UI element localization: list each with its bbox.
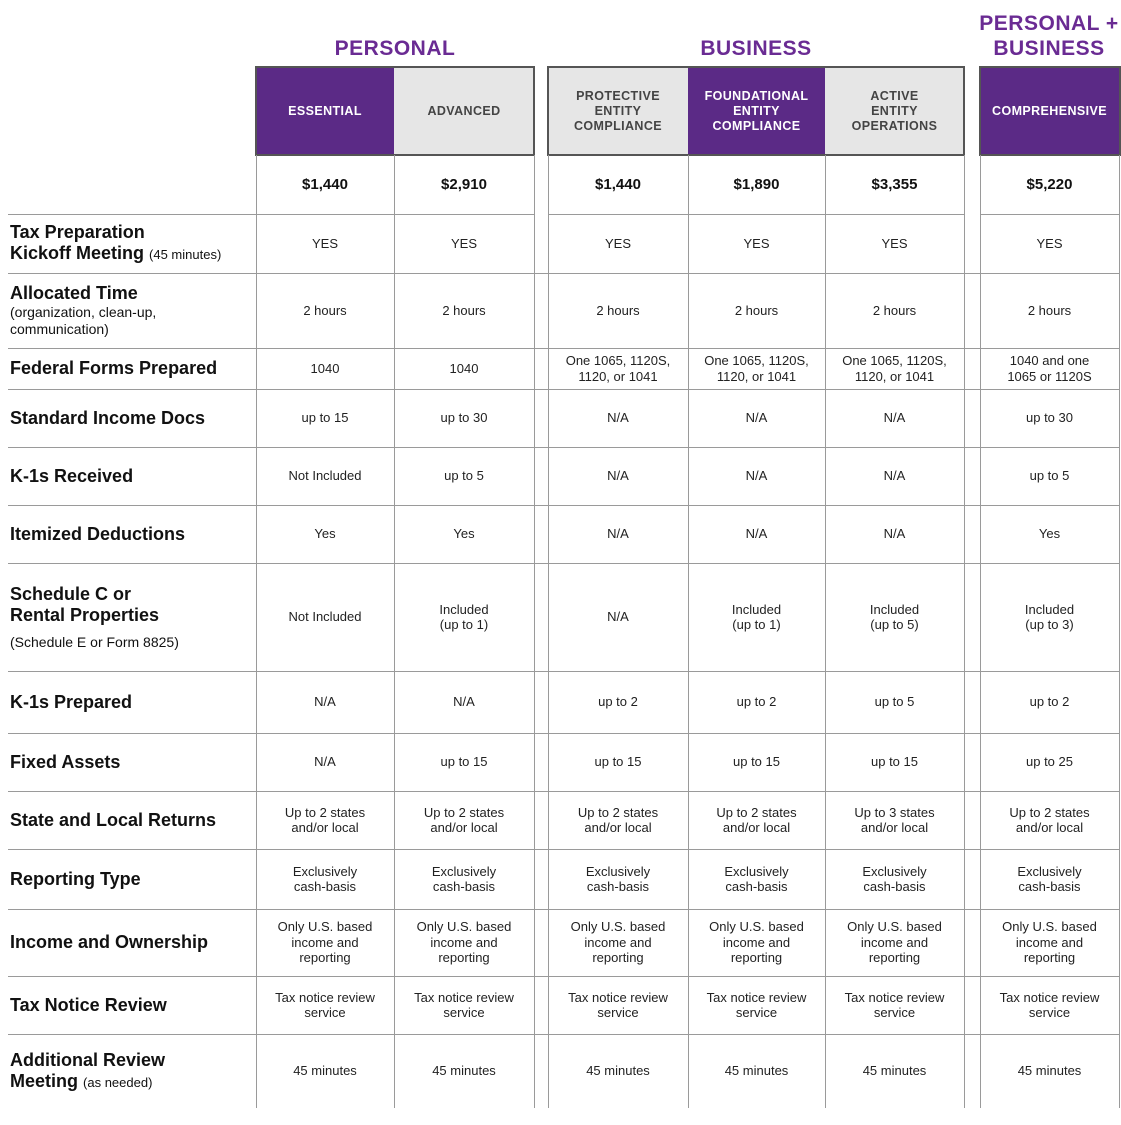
row-label-text: Tax Notice Review [10,994,167,1015]
table-cell: Up to 3 states and/or local [854,804,935,835]
table-cell: 45 minutes [432,1063,496,1079]
row-label-text: Standard Income Docs [10,407,206,428]
plan-price-5: $5,220 [1026,176,1073,193]
table-cell: 2 hours [442,302,486,318]
table-cell: N/A [607,410,629,426]
row-label-text: Tax Preparation [10,222,145,242]
row-label-5 [0,505,252,563]
table-cell: Tax notice review service [999,989,1100,1020]
table-cell: Exclusively cash-basis [862,863,927,894]
row-label-text-2 [10,1071,252,1093]
table-cell: Up to 2 states and/or local [716,804,797,835]
table-cell: up to 2 [1029,694,1070,710]
plan-header-3: FOUNDATIONAL ENTITY COMPLIANCE [688,67,825,155]
table-cell: Exclusively cash-basis [724,863,789,894]
plan-price-1: $2,910 [441,176,487,193]
table-cell: N/A [883,526,906,542]
table-cell: 2 hours [596,302,640,318]
row-divider [8,976,1119,977]
table-cell: Only U.S. based income and reporting [847,919,942,966]
row-divider [8,348,1119,349]
row-label-text: Additional Review [10,1049,166,1070]
table-cell: One 1065, 1120S, 1120, or 1041 [704,353,809,384]
row-label-text-2 [10,243,252,265]
row-divider [8,447,1119,448]
row-label-10 [0,849,252,909]
row-label-2 [0,348,252,389]
column-divider [825,155,826,1108]
row-label-11 [0,909,252,976]
plan-header-1: ADVANCED [394,67,534,155]
row-label-text: K-1s Received [10,465,134,486]
table-cell: YES [604,235,631,251]
table-cell: Exclusively cash-basis [1017,863,1082,894]
table-cell: Not Included [288,609,362,625]
table-cell: up to 5 [444,468,484,484]
plan-price-0: $1,440 [302,176,348,193]
table-cell: up to 5 [874,694,915,710]
row-label-text: Allocated Time [10,283,138,303]
table-cell: 2 hours [872,302,917,318]
row-label-4 [0,447,252,505]
table-cell: N/A [314,754,336,770]
table-cell: One 1065, 1120S, 1120, or 1041 [565,353,671,384]
table-cell: Included (up to 1) [439,601,489,632]
row-label-note: (Schedule E or Form 8825) [10,633,179,650]
row-divider [980,214,1119,215]
table-cell: 45 minutes [1017,1063,1082,1079]
column-divider [1119,155,1120,1108]
table-cell: 1040 and one 1065 or 1120S [1007,353,1092,384]
table-cell: N/A [883,468,906,484]
row-label-8 [0,733,252,791]
table-cell: Only U.S. based income and reporting [1002,919,1097,966]
row-label-12 [0,976,252,1034]
column-divider [964,155,965,1108]
group-title-personal: PERSONAL [334,37,456,60]
row-label-text-2 [10,605,252,626]
row-label-note: (organization, clean-up, communication) [10,304,157,337]
row-label-text: Reporting Type [10,868,141,889]
row-label-text-2-main: Kickoff Meeting [10,243,145,263]
table-cell: Tax notice review service [706,989,807,1020]
row-divider [548,214,964,215]
table-cell: N/A [453,694,475,710]
table-cell: Tax notice review service [275,989,375,1020]
row-divider [8,563,1119,564]
table-cell: Up to 2 states and/or local [423,804,505,835]
table-cell: Included (up to 1) [731,601,782,632]
group-title-line-1: PERSONAL + [979,12,1119,35]
table-cell: Only U.S. based income and reporting [416,919,512,966]
table-cell: up to 15 [440,754,488,770]
table-cell: up to 30 [440,410,488,426]
row-label-inline-note: (45 minutes) [149,247,222,262]
row-label-text: Schedule C or [10,583,132,604]
row-label-9 [0,791,252,849]
table-cell: One 1065, 1120S, 1120, or 1041 [842,353,947,384]
table-cell: 1040 [449,360,479,376]
row-divider [8,849,1119,850]
table-cell: YES [743,235,770,251]
column-divider [980,155,981,1108]
table-cell: YES [311,235,338,251]
table-cell: up to 15 [733,754,780,770]
table-cell: 45 minutes [724,1063,789,1079]
row-label-3 [0,389,252,447]
table-cell: up to 2 [736,694,777,710]
row-divider [8,791,1119,792]
table-cell: Tax notice review service [568,989,668,1020]
group-title-personal-business [972,11,1121,61]
table-cell: 45 minutes [586,1063,650,1079]
table-cell: N/A [607,468,629,484]
table-cell: N/A [745,526,768,542]
table-cell: N/A [607,609,629,625]
table-cell: N/A [883,410,906,426]
row-divider [8,733,1119,734]
table-cell: Only U.S. based income and reporting [277,919,373,966]
table-cell: Exclusively cash-basis [292,863,358,894]
plan-header-5: COMPREHENSIVE [980,67,1119,155]
table-cell: N/A [314,694,336,710]
table-cell: Up to 2 states and/or local [577,804,659,835]
row-divider [8,671,1119,672]
column-divider [534,155,535,1108]
table-cell: N/A [607,526,629,542]
row-divider [256,214,534,215]
table-cell: 45 minutes [293,1063,357,1079]
table-cell: Yes [314,526,336,542]
column-divider [548,155,549,1108]
row-label-1 [0,273,252,348]
table-cell: up to 15 [594,754,642,770]
table-cell: up to 5 [1029,468,1070,484]
row-label-6 [0,563,252,671]
table-cell: 2 hours [303,302,347,318]
table-cell: Not Included [288,468,362,484]
table-cell: Up to 2 states and/or local [284,804,366,835]
row-divider [8,214,256,215]
plan-price-2: $1,440 [595,176,641,193]
table-cell: 45 minutes [862,1063,927,1079]
row-label-text: Itemized Deductions [10,523,186,544]
row-label-text-2-main: Rental Properties [10,604,160,625]
row-label-13 [0,1034,252,1108]
group-title-business: BUSINESS [700,37,812,60]
row-label-0 [0,214,252,273]
table-cell: up to 15 [871,754,918,770]
table-cell: Included (up to 3) [1024,601,1075,632]
table-cell: N/A [745,468,768,484]
row-divider [8,505,1119,506]
table-cell: Only U.S. based income and reporting [709,919,804,966]
plan-header-4: ACTIVE ENTITY OPERATIONS [825,67,964,155]
table-cell: YES [450,235,477,251]
row-label-text: Federal Forms Prepared [10,358,218,378]
row-divider [8,909,1119,910]
table-cell: up to 25 [1026,754,1073,770]
row-label-text: K-1s Prepared [10,691,133,712]
row-divider [8,273,1119,274]
row-label-text-2-main: Meeting [10,1070,79,1091]
table-cell: 1040 [310,360,340,376]
table-cell: Tax notice review service [844,989,945,1020]
table-cell: 2 hours [1027,302,1072,318]
table-cell: Tax notice review service [414,989,514,1020]
column-divider [394,155,395,1108]
group-title-line-2: BUSINESS [993,37,1105,60]
table-cell: Included (up to 5) [869,601,920,632]
row-label-text: Income and Ownership [10,932,209,952]
table-cell: Yes [1038,526,1061,542]
table-cell: Yes [453,526,475,542]
table-cell: Exclusively cash-basis [431,863,497,894]
plan-price-4: $3,355 [871,176,918,193]
plan-price-3: $1,890 [733,176,780,193]
table-cell: up to 30 [1026,410,1073,426]
row-divider [8,1034,1119,1035]
table-cell: YES [1036,235,1063,251]
row-divider [8,389,1119,390]
table-cell: up to 2 [598,694,638,710]
row-label-inline-note: (as needed) [83,1074,153,1090]
row-label-text: State and Local Returns [10,809,217,830]
column-divider [256,155,257,1108]
table-cell: Only U.S. based income and reporting [570,919,666,966]
plan-header-2: PROTECTIVE ENTITY COMPLIANCE [548,67,688,155]
plan-header-0: ESSENTIAL [256,67,394,155]
table-cell: YES [881,235,908,251]
table-cell: up to 15 [301,410,349,426]
row-label-7 [0,671,252,733]
table-cell: 2 hours [734,302,779,318]
column-divider [688,155,689,1108]
table-cell: N/A [745,410,768,426]
table-cell: Up to 2 states and/or local [1009,804,1090,835]
row-label-text: Fixed Assets [10,751,121,772]
table-cell: Exclusively cash-basis [585,863,651,894]
